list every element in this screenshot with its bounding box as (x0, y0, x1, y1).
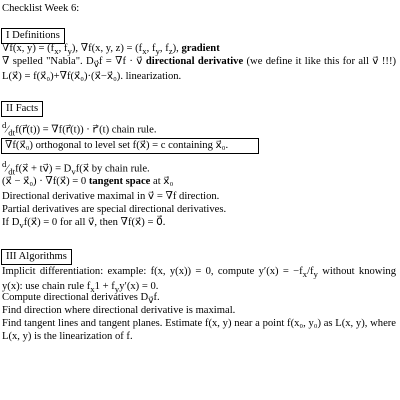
implicit-differentiation: Implicit differentiation: example: f(x, y(x)) = 0, compute $y'(x) = -f_x/f_y$ without knowing y(x): use chain rule $f_x1 + f_yy'(x) = 0$. (2, 266, 396, 294)
fact-special-directional: Partial derivatives are special directional derivatives. (2, 204, 227, 215)
section-heading-algorithms: III Algorithms (1, 249, 72, 265)
algorithm-tangent-estimate: Find tangent lines and tangent planes. Estimate f(x, y) near a point f(x₀, y₀) as L(x, y), where L(x, y) is the linearization of f. (2, 318, 396, 342)
algorithm-compute-directional: Compute directional derivatives $D_{v⃗}f$. (2, 292, 160, 306)
section-heading-facts: II Facts (1, 101, 43, 117)
fact-directional-chain-rule: $^d⁄_{dt}f(x⃗$ + tv⃗) = $D_vf(x⃗$ by chain rule. (2, 159, 150, 177)
fact-zero-gradient: If $D_vf(x⃗) = 0$ for all v⃗, then ∇f(x⃗) = 0⃗. (2, 217, 166, 231)
fact-chain-rule: $^d⁄_{dt}f(r⃗(t))$ = ∇f(r⃗(t)) · r⃗′(t) chain rule. (2, 120, 157, 138)
section-heading-definitions: I Definitions (1, 28, 65, 44)
nabla-definition: ∇ spelled "Nabla". $D_{v⃗}f = \nabla f$ · v⃗ directional derivative (we define it like this for all v⃗ !!!) L(x⃗) = f(x⃗₀)+∇f(x⃗₀)·(x⃗−x⃗₀). linearization. (2, 56, 397, 82)
fact-tangent-space: (x⃗ − x⃗₀) · ∇f(x⃗) = 0 tangent space at x⃗₀ (2, 176, 174, 187)
fact-maximal-direction: Directional derivative maximal in v⃗ = ∇f direction. (2, 191, 220, 202)
fact-orthogonal: ∇f(x⃗₀) orthogonal to level set f(x⃗) = c containing x⃗₀. (5, 140, 229, 151)
algorithm-maximal-direction: Find direction where directional derivative is maximal. (2, 305, 236, 316)
document-title: Checklist Week 6: (2, 3, 80, 14)
gradient-definition: ∇f(x, $y) = (f_x$, $f_y$), ∇f(x, y, $z) = (f_x$, $f_y$, $f_z$), gradient (2, 43, 220, 57)
